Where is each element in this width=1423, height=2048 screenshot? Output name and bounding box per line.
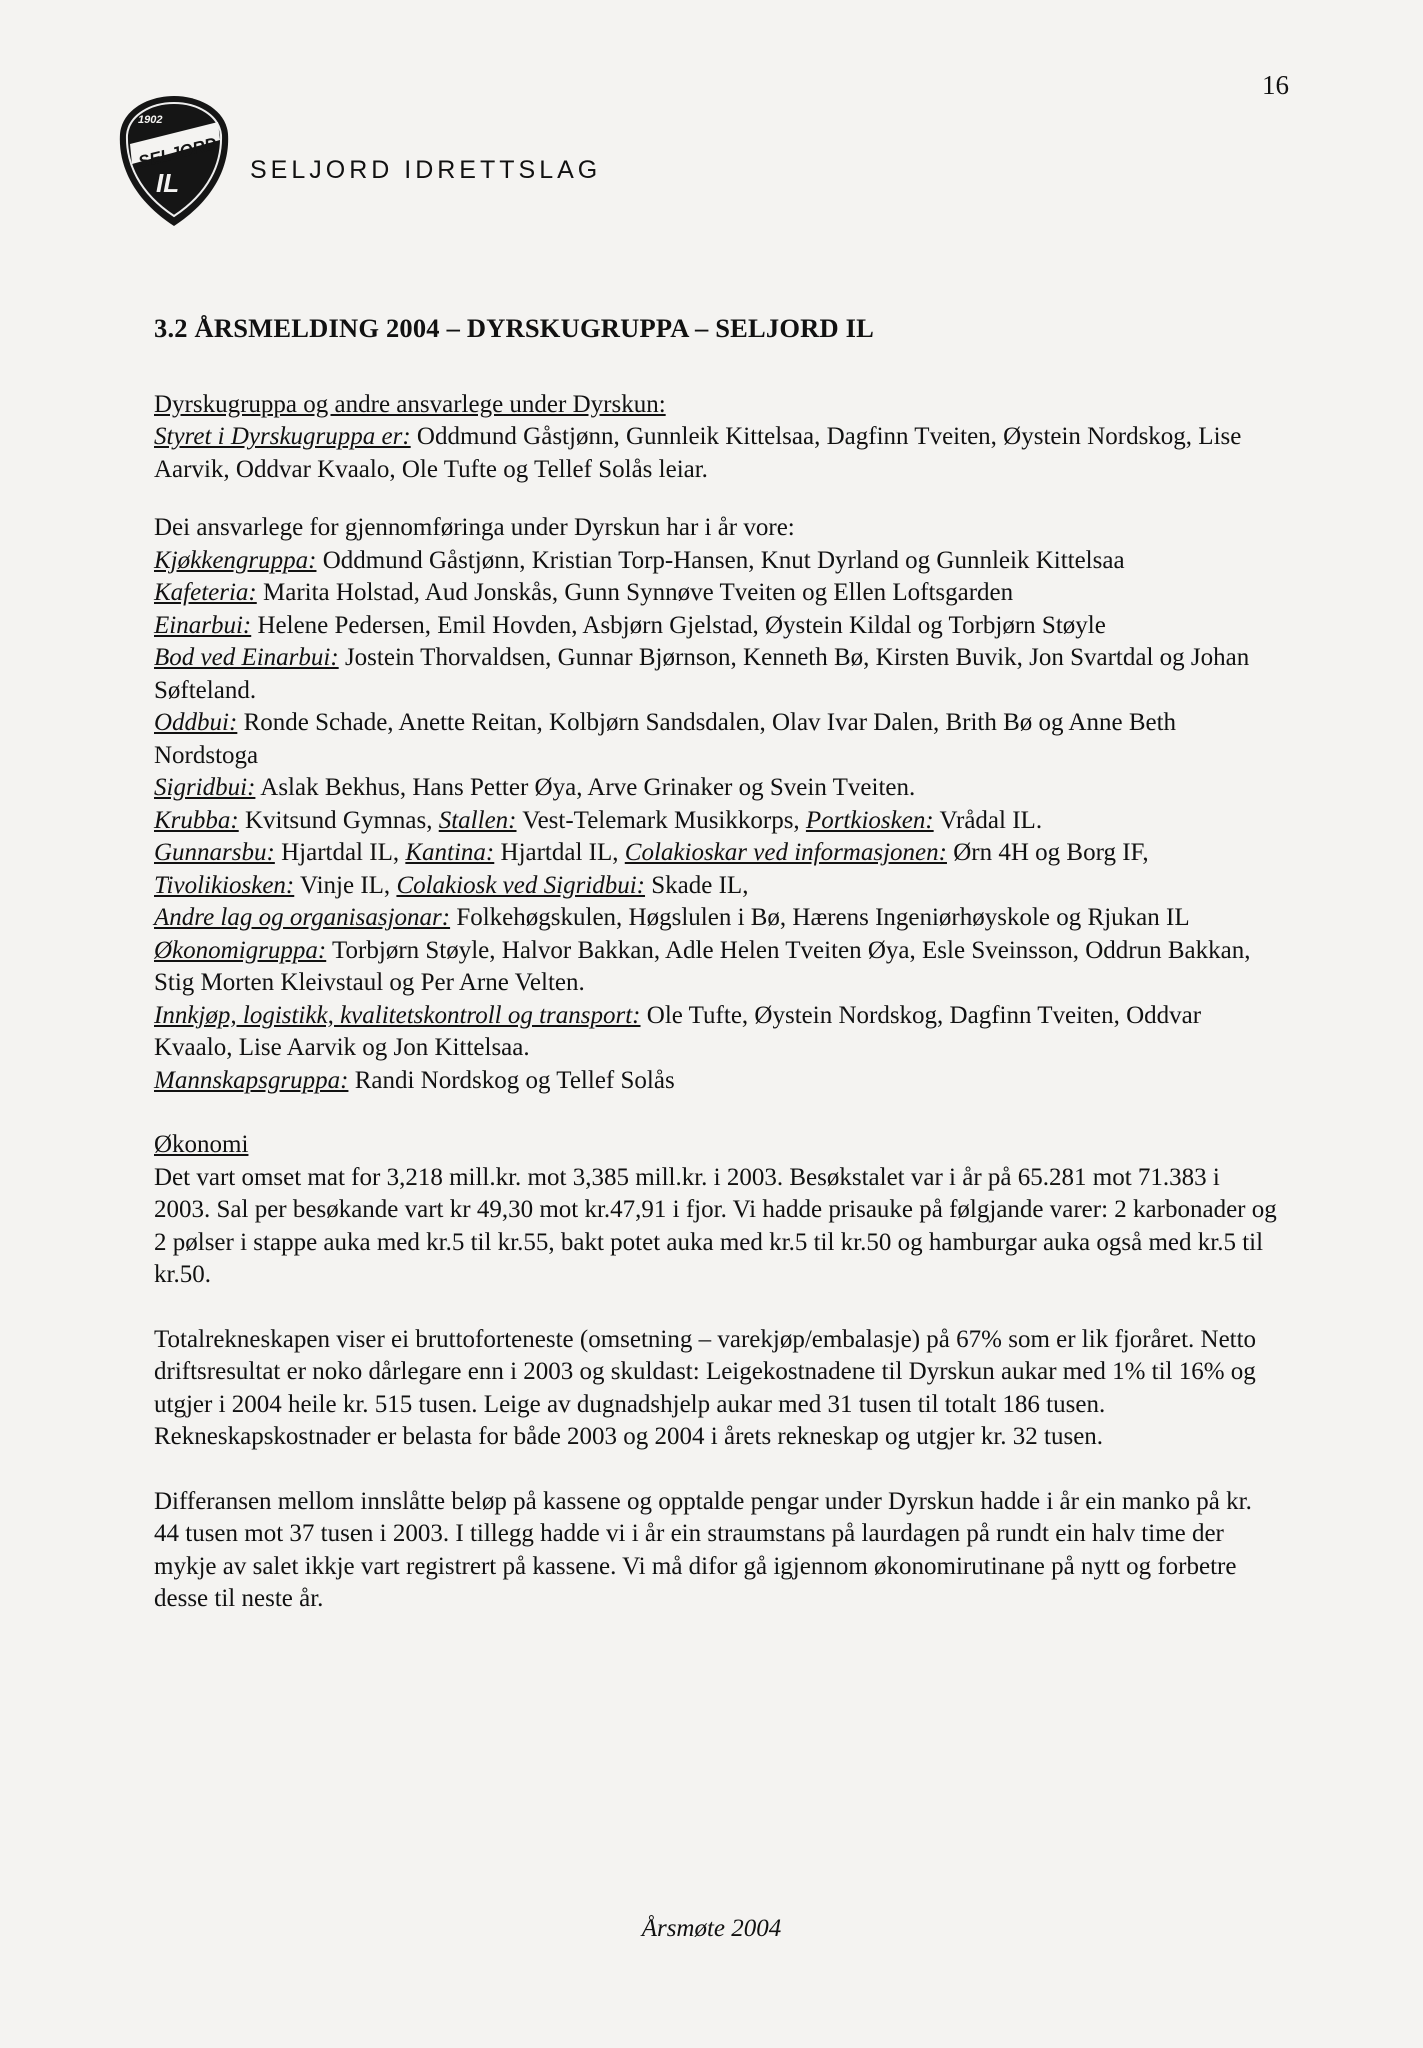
page-number: 16: [1262, 70, 1289, 100]
styret-paragraph: Styret i Dyrskugruppa er: Oddmund Gåstjønn, Gunnleik Kittelsaa, Dagfinn Tveiten, Øystein Nordskog, Lise Aarvik, Oddvar Kvaalo, Ole Tufte og Tellef Solås leiar.: [154, 423, 1242, 483]
okonomigruppa-line: Økonomigruppa: Torbjørn Støyle, Halvor Bakkan, Adle Helen Tveiten Øya, Esle Sveinsson, Oddrun Bakkan, Stig Morten Kleivstaul og Per Arne Velten.: [154, 936, 1251, 996]
economy-paragraph-2: Totalrekneskapen viser ei bruttoforteneste (omsetning – varekjøp/embalasje) på 67% som er lik fjoråret. Netto driftsresultat er noko dårlegare enn i 2003 og skuldast: Leigekostnadene til Dyrskun aukar med 1% til 16% og utgjer i 2004 heile kr. 515 tusen. Leige av dugnadshjelp aukar med 31 tusen til totalt 186 tusen. Rekneskapskostnader er belasta for både 2003 og 2004 i årets rekneskap og utgjer kr. 32 tusen.: [154, 1325, 1257, 1450]
svg-text:IL: IL: [156, 168, 180, 198]
andre-lag-line: Andre lag og organisasjonar: Folkehøgskulen, Høgslulen i Bø, Hærens Ingeniørhøyskole og Rjukan IL: [154, 904, 1190, 931]
kafeteria-line: Kafeteria: Marita Holstad, Aud Jonskås, Gunn Synnøve Tveiten og Ellen Loftsgarden: [154, 579, 1014, 606]
document-body: [154, 312, 1279, 1616]
economy-heading: Økonomi: [154, 1131, 249, 1158]
krubba-line: Krubba: Kvitsund Gymnas, Stallen: Vest-Telemark Musikkorps, Portkiosken: Vrådal IL.: [154, 806, 1043, 834]
economy-paragraph-1: Det vart omset mat for 3,218 mill.kr. mot 3,385 mill.kr. i 2003. Besøkstalet var i år på 65.281 mot 71.383 i 2003. Sal per besøkande vart kr 49,30 mot kr.47,91 i fjor. Vi hadde prisauke på følgjande varer: 2 karbonader og 2 pølser i stappe auka med kr.5 til kr.55, bakt potet auka med kr.5 til kr.50 og hamburgar auka også med kr.5 til kr.50.: [154, 1163, 1277, 1288]
organization-name: SELJORD IDRETTSLAG: [250, 156, 602, 184]
club-logo: [114, 92, 234, 230]
einarbui-line: Einarbui: Helene Pedersen, Emil Hovden, Asbjørn Gjelstad, Øystein Kildal og Torbjørn Støyle: [154, 611, 1106, 639]
sigridbui-line: Sigridbui: Aslak Bekhus, Hans Petter Øya, Arve Grinaker og Svein Tveiten.: [154, 774, 916, 801]
kjokkengruppa-line: Kjøkkengruppa: Oddmund Gåstjønn, Kristian Torp-Hansen, Knut Dyrland og Gunnleik Kittelsaa: [154, 546, 1125, 574]
bod-ved-einarbui-line: Bod ved Einarbui: Jostein Thorvaldsen, Gunnar Bjørnson, Kenneth Bø, Kirsten Buvik, Jon Svartdal og Johan Søfteland.: [154, 644, 1250, 704]
oddbui-line: Oddbui: Ronde Schade, Anette Reitan, Kolbjørn Sandsdalen, Olav Ivar Dalen, Brith Bø og Anne Beth Nordstoga: [154, 709, 1177, 769]
responsible-intro: Dei ansvarlege for gjennomføringa under Dyrskun har i år vore:: [154, 514, 795, 541]
gunnarsbu-line: Gunnarsbu: Hjartdal IL, Kantina: Hjartdal IL, Colakioskar ved informasjonen: Ørn 4H og Borg IF, Tivolikiosken: Vinje IL, Colakiosk ved Sigridbui: Skade IL,: [154, 839, 1149, 899]
innkjop-line: Innkjøp, logistikk, kvalitetskontroll og transport: Ole Tufte, Øystein Nordskog, Dagfinn Tveiten, Oddvar Kvaalo, Lise Aarvik og Jon Kittelsaa.: [154, 1001, 1202, 1061]
section-heading: Dyrskugruppa og andre ansvarlege under Dyrskun:: [154, 390, 666, 418]
document-title: 3.2 ÅRSMELDING 2004 – DYRSKUGRUPPA – SELJORD IL: [154, 313, 875, 343]
mannskapsgruppa-line: Mannskapsgruppa: Randi Nordskog og Tellef Solås: [154, 1066, 675, 1094]
svg-text:1902: 1902: [138, 114, 163, 126]
page-footer: Årsmøte 2004: [641, 1915, 782, 1942]
economy-paragraph-3: Differansen mellom innslåtte beløp på kassene og opptalde pengar under Dyrskun hadde i år ein manko på kr. 44 tusen mot 37 tusen i 2003. I tillegg hadde vi i år ein straumstans på laurdagen på rundt ein halv time der mykje av salet ikkje vart registrert på kassene. Vi må difor gå igjennom økonomirutinane på nytt og forbetre desse til neste år.: [154, 1487, 1252, 1612]
svg-text:SELJORD: SELJORD: [136, 133, 219, 172]
